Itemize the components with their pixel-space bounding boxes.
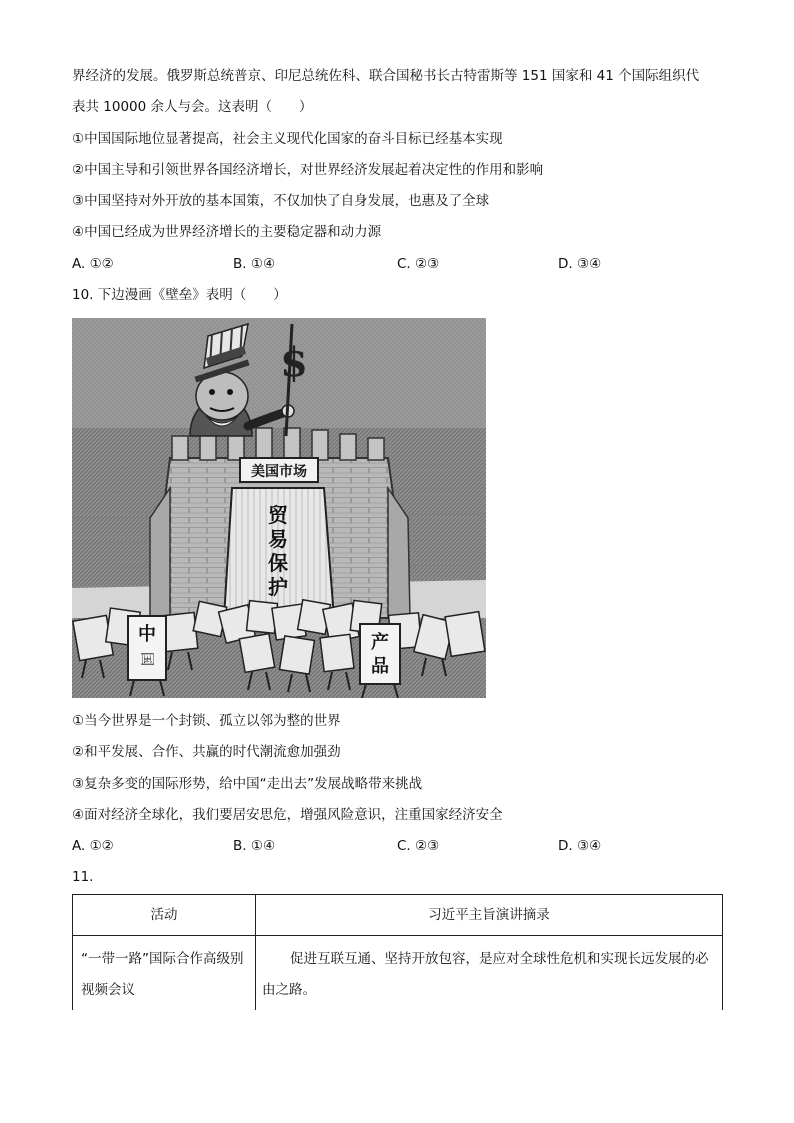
q10-item-1: ①当今世界是一个封锁、孤立以邻为整的世界 [72, 713, 341, 729]
q10-option-a[interactable]: A. ①② [72, 838, 114, 854]
table-header-row [73, 895, 723, 936]
q9-option-a[interactable]: A. ①② [72, 256, 114, 272]
dollar-flag-symbol: $ [280, 339, 308, 386]
q9-options [72, 254, 732, 274]
q10-options [72, 836, 732, 856]
q10-option-d[interactable]: D. ③④ [558, 838, 602, 854]
q10-stem: 10. 下边漫画《壁垒》表明（ ） [72, 287, 287, 303]
q9-option-c[interactable]: C. ②③ [397, 256, 440, 272]
table-header-activity: 活动 [73, 895, 256, 936]
q9-item-2: ②中国主导和引领世界各国经济增长，对世界经济发展起着决定性的作用和影响 [72, 162, 544, 178]
gate-text-2: 易 [268, 527, 288, 551]
q10-item-3: ③复杂多变的国际形势，给中国“走出去”发展战略带来挑战 [72, 776, 423, 792]
table-cell-activity: “一带一路”国际合作高级别视频会议 [73, 936, 256, 1015]
q10-option-c[interactable]: C. ②③ [397, 838, 440, 854]
q9-item-1: ①中国国际地位显著提高，社会主义现代化国家的奋斗目标已经基本实现 [72, 131, 503, 147]
q9-option-d[interactable]: D. ③④ [558, 256, 602, 272]
q11-number: 11. [72, 869, 94, 885]
q11-table [72, 894, 723, 1015]
q10-item-4: ④面对经济全球化，我们要居安思危，增强风险意识，注重国家经济安全 [72, 807, 503, 823]
page-cut-mask [60, 1010, 740, 1030]
wall-sign-text: 美国市场 [251, 464, 307, 480]
gate-text-4: 护 [268, 575, 288, 599]
q9-item-4: ④中国已经成为世界经济增长的主要稳定器和动力源 [72, 224, 382, 240]
q9-stem-line-2: 表共 10000 余人与会。这表明（ ） [72, 99, 313, 115]
barrier-cartoon [72, 318, 486, 698]
gate-text-1: 贸 [268, 503, 288, 527]
box-product-char-2: 品 [371, 656, 389, 677]
q10-option-b[interactable]: B. ①④ [233, 838, 276, 854]
box-china-char-2: 国 [138, 652, 154, 666]
q10-item-2: ②和平发展、合作、共赢的时代潮流愈加强劲 [72, 744, 341, 760]
q9-item-3: ③中国坚持对外开放的基本国策，不仅加快了自身发展，也惠及了全球 [72, 193, 490, 209]
gate-text-3: 保 [268, 551, 288, 575]
box-product-char-1: 产 [371, 632, 389, 653]
table-cell-quote: 促进互联互通、坚持开放包容，是应对全球性危机和实现长远发展的必由之路。 [256, 936, 723, 1015]
q9-stem-line-1: 界经济的发展。俄罗斯总统普京、印尼总统佐科、联合国秘书长古特雷斯等 151 国家和 41 个国际组织代 [72, 68, 700, 84]
table-header-quote: 习近平主旨演讲摘录 [256, 895, 723, 936]
q9-option-b[interactable]: B. ①④ [233, 256, 276, 272]
table-row [73, 936, 723, 1015]
box-china-char-1: 中 [138, 624, 156, 645]
